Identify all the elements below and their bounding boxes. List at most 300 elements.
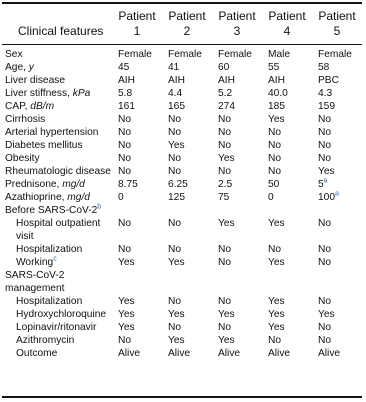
cell-value: 75 <box>218 192 230 203</box>
cell-value: Yes <box>218 153 235 164</box>
feature-text: Diabetes mellitus <box>5 140 83 151</box>
cell-value: 6.25 <box>168 179 188 190</box>
feature-text: Lopinavir/ritonavir <box>16 322 97 333</box>
cell-value: 5.8 <box>118 88 133 99</box>
cell-value: 161 <box>118 101 135 112</box>
row-value-patient-3 <box>212 256 262 269</box>
row-value-patient-2 <box>162 178 212 191</box>
cell-value: No <box>118 166 132 177</box>
cell-value: Yes <box>268 257 285 268</box>
row-value-patient-5 <box>312 100 362 113</box>
cell-value: No <box>168 153 182 164</box>
row-value-patient-3 <box>212 74 262 87</box>
cell-value: Male <box>268 49 291 60</box>
cell-value: No <box>118 140 132 151</box>
table-header <box>2 4 362 44</box>
cell-value: Yes <box>118 296 135 307</box>
header-patient-5 <box>312 9 362 39</box>
feature-text: Sex <box>5 49 23 60</box>
row-feature-label <box>2 126 112 139</box>
feature-text: CAP, <box>5 101 31 112</box>
row-value-patient-1 <box>112 139 162 152</box>
cell-value: Alive <box>118 348 141 359</box>
row-feature-label <box>2 256 112 269</box>
table-row <box>2 217 362 243</box>
feature-text: Outcome <box>16 348 58 359</box>
row-value-patient-2 <box>162 347 212 360</box>
clinical-features-table <box>2 2 362 360</box>
cell-value: Yes <box>318 309 335 320</box>
row-feature-label <box>2 295 112 308</box>
cell-value: No <box>218 127 232 138</box>
row-value-patient-5 <box>312 152 362 165</box>
row-value-patient-3 <box>212 113 262 126</box>
feature-text: Hydroxychloroquine <box>16 309 107 320</box>
cell-value: No <box>168 244 182 255</box>
header-patient-label: Patient <box>268 9 306 23</box>
table-row <box>2 139 362 152</box>
row-value-patient-4 <box>262 100 312 113</box>
cell-value: No <box>168 296 182 307</box>
row-value-patient-4 <box>262 295 312 308</box>
table-row <box>2 256 362 269</box>
table-row <box>2 48 362 61</box>
header-patient-number: 3 <box>233 24 241 38</box>
cell-value: PBC <box>318 75 339 86</box>
row-value-patient-2 <box>162 295 212 308</box>
row-value-patient-2 <box>162 152 212 165</box>
row-value-patient-1 <box>112 152 162 165</box>
row-feature-label <box>2 308 112 321</box>
cell-value: No <box>318 218 332 229</box>
feature-text: Rheumatologic disease <box>5 166 111 177</box>
cell-value: No <box>168 166 182 177</box>
row-feature-label <box>2 87 112 100</box>
cell-value: 0 <box>268 192 274 203</box>
header-clinical-features: Clinical features <box>18 23 104 38</box>
row-value-patient-5 <box>312 321 362 334</box>
cell-value: 0 <box>118 192 124 203</box>
row-value-patient-4 <box>262 126 312 139</box>
header-patient-label: Patient <box>118 9 156 23</box>
cell-value: No <box>118 335 132 346</box>
row-value-patient-3 <box>212 308 262 321</box>
cell-value: No <box>118 244 132 255</box>
row-value-patient-3 <box>212 139 262 152</box>
feature-text: Age, <box>5 62 29 73</box>
row-value-patient-5 <box>312 113 362 126</box>
row-value-patient-1 <box>112 256 162 269</box>
row-feature-label <box>2 334 112 347</box>
feature-unit: mg/d <box>62 179 85 190</box>
row-value-patient-4 <box>262 334 312 347</box>
feature-text: Before SARS-CoV-2 <box>5 205 98 216</box>
row-value-patient-2 <box>162 74 212 87</box>
cell-value: No <box>268 127 282 138</box>
feature-unit: mg/d <box>67 192 90 203</box>
row-value-patient-2 <box>162 191 212 204</box>
row-value-patient-1 <box>112 48 162 61</box>
feature-text: Working <box>16 257 54 268</box>
row-value-patient-5 <box>312 165 362 178</box>
cell-value: Yes <box>168 309 185 320</box>
row-value-patient-4 <box>262 87 312 100</box>
cell-value: No <box>168 218 182 229</box>
row-feature-label <box>2 321 112 334</box>
header-patient-3 <box>212 9 262 39</box>
feature-unit: kPa <box>72 88 91 99</box>
cell-value: 60 <box>218 62 230 73</box>
row-value-patient-3 <box>212 204 262 217</box>
cell-value: 55 <box>268 62 280 73</box>
feature-text: Obesity <box>5 153 40 164</box>
row-value-patient-2 <box>162 165 212 178</box>
cell-value: No <box>318 335 332 346</box>
cell-value: No <box>218 296 232 307</box>
cell-value: No <box>268 153 282 164</box>
row-value-patient-2 <box>162 217 212 243</box>
row-value-patient-3 <box>212 217 262 243</box>
row-feature-label <box>2 48 112 61</box>
cell-value: No <box>268 335 282 346</box>
row-value-patient-4 <box>262 152 312 165</box>
row-value-patient-5 <box>312 334 362 347</box>
cell-value: AIH <box>168 75 185 86</box>
cell-value: 100 <box>318 192 335 203</box>
header-patient-label: Patient <box>218 9 256 23</box>
cell-value: AIH <box>218 75 235 86</box>
row-value-patient-5 <box>312 308 362 321</box>
row-value-patient-2 <box>162 269 212 295</box>
cell-value: 4.3 <box>318 88 333 99</box>
row-feature-label <box>2 74 112 87</box>
cell-value: No <box>168 114 182 125</box>
cell-value: No <box>118 153 132 164</box>
cell-value: No <box>318 257 332 268</box>
cell-value: 159 <box>318 101 335 112</box>
row-value-patient-1 <box>112 308 162 321</box>
cell-value: Yes <box>118 309 135 320</box>
cell-value: Yes <box>168 257 185 268</box>
row-value-patient-2 <box>162 87 212 100</box>
row-value-patient-1 <box>112 295 162 308</box>
row-value-patient-3 <box>212 126 262 139</box>
cell-value: No <box>118 218 132 229</box>
table-row <box>2 126 362 139</box>
table-row <box>2 178 362 191</box>
cell-value: 41 <box>168 62 180 73</box>
cell-value: No <box>268 166 282 177</box>
cell-value: No <box>318 296 332 307</box>
row-feature-label <box>2 113 112 126</box>
cell-value: 8.75 <box>118 179 138 190</box>
row-value-patient-4 <box>262 308 312 321</box>
table-row <box>2 113 362 126</box>
row-value-patient-2 <box>162 243 212 256</box>
row-value-patient-4 <box>262 256 312 269</box>
row-value-patient-3 <box>212 191 262 204</box>
row-value-patient-1 <box>112 321 162 334</box>
cell-value: Female <box>318 49 352 60</box>
cell-value: Yes <box>268 114 285 125</box>
cell-value: No <box>268 244 282 255</box>
cell-value: AIH <box>118 75 135 86</box>
table-row <box>2 61 362 74</box>
header-patient-4 <box>262 9 312 39</box>
feature-unit: y <box>28 62 34 73</box>
row-feature-label <box>2 243 112 256</box>
row-value-patient-3 <box>212 295 262 308</box>
row-value-patient-5 <box>312 191 362 204</box>
table-bottom-rule <box>2 396 362 398</box>
row-feature-label <box>2 204 112 217</box>
row-value-patient-5 <box>312 87 362 100</box>
footnote-marker: a <box>323 177 328 185</box>
row-value-patient-5 <box>312 243 362 256</box>
feature-text: Liver disease <box>5 75 66 86</box>
row-value-patient-2 <box>162 61 212 74</box>
row-value-patient-1 <box>112 217 162 243</box>
row-feature-label <box>2 139 112 152</box>
cell-value: 4.4 <box>168 88 183 99</box>
cell-value: 45 <box>118 62 130 73</box>
row-value-patient-5 <box>312 204 362 217</box>
table-row <box>2 334 362 347</box>
cell-value: No <box>218 140 232 151</box>
row-value-patient-3 <box>212 165 262 178</box>
row-value-patient-5 <box>312 178 362 191</box>
table-row <box>2 165 362 178</box>
row-value-patient-2 <box>162 48 212 61</box>
row-value-patient-4 <box>262 243 312 256</box>
header-patient-1 <box>112 9 162 39</box>
row-feature-label <box>2 191 112 204</box>
cell-value: No <box>118 127 132 138</box>
row-feature-label <box>2 100 112 113</box>
cell-value: No <box>318 127 332 138</box>
cell-value: 58 <box>318 62 330 73</box>
cell-value: No <box>318 322 332 333</box>
row-value-patient-3 <box>212 269 262 295</box>
row-value-patient-3 <box>212 334 262 347</box>
row-value-patient-2 <box>162 126 212 139</box>
row-value-patient-1 <box>112 269 162 295</box>
footnote-marker: b <box>97 203 102 211</box>
cell-value: No <box>218 114 232 125</box>
row-value-patient-3 <box>212 61 262 74</box>
cell-value: Yes <box>268 218 285 229</box>
table-row <box>2 87 362 100</box>
row-value-patient-5 <box>312 74 362 87</box>
row-value-patient-2 <box>162 308 212 321</box>
cell-value: No <box>218 322 232 333</box>
table-row <box>2 269 362 295</box>
row-feature-label <box>2 165 112 178</box>
cell-value: No <box>218 257 232 268</box>
row-value-patient-3 <box>212 87 262 100</box>
row-value-patient-4 <box>262 191 312 204</box>
row-value-patient-4 <box>262 74 312 87</box>
cell-value: Yes <box>168 140 185 151</box>
row-value-patient-1 <box>112 165 162 178</box>
cell-value: Yes <box>218 309 235 320</box>
row-value-patient-4 <box>262 113 312 126</box>
feature-unit: dB/m <box>30 101 55 112</box>
cell-value: Yes <box>268 296 285 307</box>
table-row <box>2 74 362 87</box>
cell-value: 5 <box>318 179 324 190</box>
row-value-patient-3 <box>212 152 262 165</box>
row-value-patient-5 <box>312 347 362 360</box>
row-value-patient-1 <box>112 74 162 87</box>
cell-value: No <box>168 322 182 333</box>
row-feature-label <box>2 61 112 74</box>
cell-value: Yes <box>118 257 135 268</box>
cell-value: Yes <box>118 322 135 333</box>
header-patient-number: 1 <box>133 24 141 38</box>
row-value-patient-4 <box>262 321 312 334</box>
feature-text: Hospitalization <box>16 244 83 255</box>
cell-value: Alive <box>218 348 241 359</box>
row-value-patient-4 <box>262 48 312 61</box>
cell-value: No <box>218 166 232 177</box>
row-value-patient-4 <box>262 347 312 360</box>
row-value-patient-2 <box>162 204 212 217</box>
cell-value: 165 <box>168 101 185 112</box>
row-value-patient-5 <box>312 256 362 269</box>
feature-text: Azithromycin <box>16 335 75 346</box>
row-value-patient-1 <box>112 334 162 347</box>
table-row <box>2 347 362 360</box>
row-value-patient-3 <box>212 100 262 113</box>
cell-value: No <box>268 140 282 151</box>
row-value-patient-3 <box>212 48 262 61</box>
cell-value: Alive <box>268 348 291 359</box>
row-value-patient-1 <box>112 87 162 100</box>
table-row <box>2 243 362 256</box>
cell-value: No <box>218 244 232 255</box>
row-value-patient-2 <box>162 100 212 113</box>
cell-value: 2.5 <box>218 179 233 190</box>
cell-value: 185 <box>268 101 285 112</box>
footnote-marker: a <box>335 190 339 198</box>
row-value-patient-1 <box>112 100 162 113</box>
cell-value: Yes <box>218 218 235 229</box>
row-value-patient-5 <box>312 48 362 61</box>
cell-value: 274 <box>218 101 235 112</box>
row-value-patient-4 <box>262 204 312 217</box>
row-feature-label <box>2 217 112 243</box>
feature-text: SARS-CoV-2 management <box>5 270 65 294</box>
cell-value: Female <box>218 49 252 60</box>
cell-value: Yes <box>318 166 335 177</box>
header-patient-number: 4 <box>283 24 291 38</box>
table-row <box>2 152 362 165</box>
row-value-patient-1 <box>112 204 162 217</box>
cell-value: AIH <box>268 75 285 86</box>
row-value-patient-4 <box>262 217 312 243</box>
row-value-patient-2 <box>162 321 212 334</box>
row-feature-label <box>2 347 112 360</box>
row-value-patient-1 <box>112 243 162 256</box>
row-value-patient-5 <box>312 217 362 243</box>
cell-value: 40.0 <box>268 88 288 99</box>
footnote-marker: c <box>53 255 57 263</box>
cell-value: No <box>318 114 332 125</box>
row-value-patient-2 <box>162 256 212 269</box>
cell-value: Female <box>118 49 152 60</box>
cell-value: Yes <box>168 335 185 346</box>
cell-value: 125 <box>168 192 185 203</box>
row-value-patient-1 <box>112 178 162 191</box>
cell-value: No <box>318 244 332 255</box>
row-value-patient-2 <box>162 334 212 347</box>
header-patient-number: 2 <box>183 24 191 38</box>
cell-value: 5.2 <box>218 88 233 99</box>
header-patient-number: 5 <box>333 24 341 38</box>
row-value-patient-1 <box>112 61 162 74</box>
feature-text: Hospital outpatient visit <box>16 218 101 242</box>
feature-text: Cirrhosis <box>5 114 46 125</box>
row-value-patient-4 <box>262 165 312 178</box>
cell-value: Yes <box>268 309 285 320</box>
table-row <box>2 308 362 321</box>
cell-value: Alive <box>318 348 341 359</box>
row-value-patient-2 <box>162 113 212 126</box>
row-value-patient-2 <box>162 139 212 152</box>
row-feature-label <box>2 178 112 191</box>
row-value-patient-3 <box>212 178 262 191</box>
cell-value: No <box>168 127 182 138</box>
cell-value: No <box>318 140 332 151</box>
row-value-patient-5 <box>312 126 362 139</box>
feature-text: Arterial hypertension <box>5 127 99 138</box>
feature-text: Hospitalization <box>16 296 83 307</box>
row-value-patient-1 <box>112 347 162 360</box>
cell-value: 50 <box>268 179 280 190</box>
table-row <box>2 191 362 204</box>
row-value-patient-4 <box>262 61 312 74</box>
row-value-patient-3 <box>212 243 262 256</box>
row-value-patient-4 <box>262 178 312 191</box>
row-feature-label <box>2 269 112 295</box>
cell-value: No <box>318 153 332 164</box>
table-body <box>2 45 362 360</box>
row-value-patient-1 <box>112 191 162 204</box>
table-row <box>2 321 362 334</box>
row-value-patient-1 <box>112 113 162 126</box>
header-patient-label: Patient <box>318 9 356 23</box>
feature-text: Azathioprine, <box>5 192 68 203</box>
row-value-patient-5 <box>312 61 362 74</box>
table-row <box>2 204 362 217</box>
row-feature-label <box>2 152 112 165</box>
table-row <box>2 295 362 308</box>
cell-value: No <box>118 114 132 125</box>
row-value-patient-5 <box>312 269 362 295</box>
cell-value: Yes <box>218 335 235 346</box>
feature-text: Liver stiffness, <box>5 88 73 99</box>
row-value-patient-5 <box>312 139 362 152</box>
row-value-patient-3 <box>212 321 262 334</box>
row-value-patient-5 <box>312 295 362 308</box>
row-value-patient-4 <box>262 269 312 295</box>
row-value-patient-3 <box>212 347 262 360</box>
row-value-patient-1 <box>112 126 162 139</box>
cell-value: Yes <box>268 322 285 333</box>
cell-value: Female <box>168 49 202 60</box>
feature-text: Prednisone, <box>5 179 63 190</box>
